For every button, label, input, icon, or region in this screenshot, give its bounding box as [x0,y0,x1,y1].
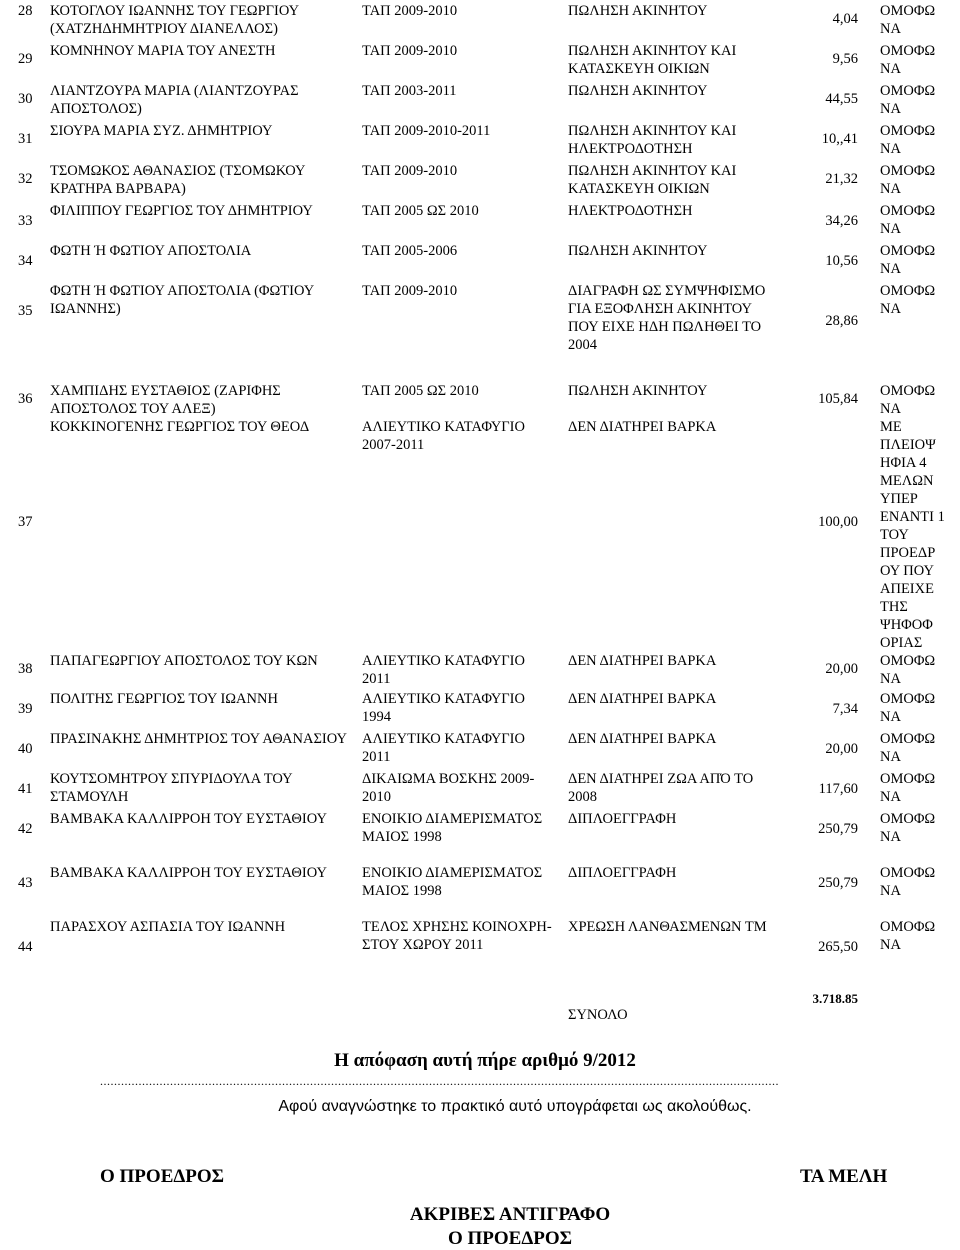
signature-president: Ο ΠΡΟΕΔΡΟΣ [100,1166,225,1187]
row-reason: ΔΕΝ ΔΙΑΤΗΡΕΙ ΒΑΡΚΑ [568,731,717,747]
row-status: ΟΜΟΦΩ ΝΑ [880,771,936,805]
row-name: ΒΑΜΒΑΚΑ ΚΑΛΛΙΡΡΟΗ ΤΟΥ ΕΥΣΤΑΘΙΟΥ [50,865,327,881]
row-name: ΤΣΟΜΩΚΟΣ ΑΘΑΝΑΣΙΟΣ (ΤΣΟΜΩΚΟΥ ΚΡΑΤΗΡΑ ΒΑΡΒΑΡΑ) [50,163,305,197]
row-amount: 250,79 [818,821,858,837]
row-number: 40 [18,741,33,757]
row-period: ΕΝΟΙΚΙΟ ΔΙΑΜΕΡΙΣΜΑΤΟΣ ΜΑΙΟΣ 1998 [362,865,543,899]
row-status: ΟΜΟΦΩ ΝΑ [880,691,936,725]
row-amount: 117,60 [818,781,858,797]
row-reason: ΔΙΑΓΡΑΦΗ ΩΣ ΣΥΜΨΗΦΙΣΜΟ ΓΙΑ ΕΞΟΦΛΗΣΗ ΑΚΙΝΗΤΟΥ ΠΟΥ ΕΙΧΕ ΗΔΗ ΠΩΛΗΘΕΙ ΤΟ 2004 [568,283,766,353]
row-name: ΠΑΠΑΓΕΩΡΓΙΟΥ ΑΠΟΣΤΟΛΟΣ ΤΟΥ ΚΩΝ [50,653,318,669]
true-copy-president: Ο ΠΡΟΕΔΡΟΣ [447,1228,573,1249]
row-status: ΟΜΟΦΩ ΝΑ [880,865,936,899]
row-status: ΟΜΟΦΩ ΝΑ [880,163,936,197]
row-name: ΣΙΟΥΡΑ ΜΑΡΙΑ ΣΥΖ. ΔΗΜΗΤΡΙΟΥ [50,123,273,139]
row-name: ΛΙΑΝΤΖΟΥΡΑ ΜΑΡΙΑ (ΛΙΑΝΤΖΟΥΡΑΣ ΑΠΟΣΤΟΛΟΣ) [50,83,299,117]
row-number: 36 [18,391,33,407]
row-status: ΟΜΟΦΩ ΝΑ [880,243,936,277]
row-reason: ΔΕΝ ΔΙΑΤΗΡΕΙ ΖΩΑ ΑΠΌ ΤΟ 2008 [568,771,754,805]
row-status: ΟΜΟΦΩ ΝΑ [880,919,936,953]
row-amount: 21,32 [825,171,858,187]
row-name: ΧΑΜΠΙΔΗΣ ΕΥΣΤΑΘΙΟΣ (ΖΑΡΙΦΗΣ ΑΠΟΣΤΟΛΟΣ ΤΟΥ ΑΛΕΞ) [50,383,281,417]
row-status: ΟΜΟΦΩ ΝΑ [880,811,936,845]
row-status: ΟΜΟΦΩ ΝΑ [880,203,936,237]
row-status: ΟΜΟΦΩ ΝΑ [880,43,936,77]
row-amount: 20,00 [825,661,858,677]
row-reason: ΗΛΕΚΤΡΟΔΟΤΗΣΗ [568,203,693,219]
row-reason: ΠΩΛΗΣΗ ΑΚΙΝΗΤΟΥ [568,3,708,19]
row-reason: ΧΡΕΩΣΗ ΛΑΝΘΑΣΜΕΝΩΝ ΤΜ [568,919,767,935]
row-name: ΠΟΛΙΤΗΣ ΓΕΩΡΓΙΟΣ ΤΟΥ ΙΩΑΝΝΗ [50,691,278,707]
row-name: ΠΑΡΑΣΧΟΥ ΑΣΠΑΣΙΑ ΤΟΥ ΙΩΑΝΝΗ [50,919,286,935]
signing-note: Αφού αναγνώστηκε το πρακτικό αυτό υπογράφεται ως ακολούθως. [278,1098,752,1115]
row-reason: ΠΩΛΗΣΗ ΑΚΙΝΗΤΟΥ ΚΑΙ ΚΑΤΑΣΚΕΥΗ ΟΙΚΙΩΝ [568,43,737,77]
signature-members: ΤΑ ΜΕΛΗ [800,1166,888,1187]
row-period: ΤΑΠ 2005-2006 [362,243,458,259]
row-name: ΦΩΤΗ Ή ΦΩΤΙΟΥ ΑΠΟΣΤΟΛΙΑ (ΦΩΤΙΟΥ ΙΩΑΝΝΗΣ) [50,283,314,317]
row-period: ΔΙΚΑΙΩΜΑ ΒΟΣΚΗΣ 2009-2010 [362,771,535,805]
row-status: ΟΜΟΦΩ ΝΑ [880,123,936,157]
row-status: ΟΜΟΦΩ ΝΑ [880,83,936,117]
row-period: ΕΝΟΙΚΙΟ ΔΙΑΜΕΡΙΣΜΑΤΟΣ ΜΑΙΟΣ 1998 [362,811,543,845]
row-number: 34 [18,253,33,269]
row-amount: 34,26 [825,213,858,229]
dotted-line: .................................................................................................................................................................................................. [100,1074,779,1088]
row-number: 39 [18,701,33,717]
row-amount: 7,34 [832,701,858,717]
row-amount: 9,56 [832,51,858,67]
row-status: ΟΜΟΦΩ ΝΑ [880,383,936,417]
row-reason: ΔΕΝ ΔΙΑΤΗΡΕΙ ΒΑΡΚΑ [568,419,717,435]
row-period: ΤΑΠ 2009-2010 [362,43,458,59]
row-period: ΑΛΙΕΥΤΙΚΟ ΚΑΤΑΦΥΓΙΟ 2011 [362,653,525,687]
row-amount: 20,00 [825,741,858,757]
row-name: ΦΙΛΙΠΠΟΥ ΓΕΩΡΓΙΟΣ ΤΟΥ ΔΗΜΗΤΡΙΟΥ [50,203,313,219]
row-period: ΑΛΙΕΥΤΙΚΟ ΚΑΤΑΦΥΓΙΟ 1994 [362,691,525,725]
row-number: 29 [18,51,33,67]
row-reason: ΠΩΛΗΣΗ ΑΚΙΝΗΤΟΥ ΚΑΙ ΚΑΤΑΣΚΕΥΗ ΟΙΚΙΩΝ [568,163,737,197]
row-amount: 28,86 [825,313,858,329]
row-amount: 265,50 [818,939,858,955]
row-period: ΤΑΠ 2003-2011 [362,83,457,99]
total-label: ΣΥΝΟΛΟ [568,1007,628,1023]
decision-number: Η απόφαση αυτή πήρε αριθμό 9/2012 [334,1050,636,1071]
row-name: ΠΡΑΣΙΝΑΚΗΣ ΔΗΜΗΤΡΙΟΣ ΤΟΥ ΑΘΑΝΑΣΙΟΥ [50,731,347,747]
row-amount: 100,00 [818,514,858,530]
row-name: ΚΟΜΝΗΝΟΥ ΜΑΡΙΑ ΤΟΥ ΑΝΕΣΤΗ [50,43,276,59]
row-status: ΟΜΟΦΩ ΝΑ [880,283,936,317]
row-reason: ΠΩΛΗΣΗ ΑΚΙΝΗΤΟΥ [568,243,708,259]
row-number: 32 [18,171,33,187]
row-status: ΟΜΟΦΩ ΝΑ [880,3,936,37]
row-number: 43 [18,875,33,891]
row-reason: ΠΩΛΗΣΗ ΑΚΙΝΗΤΟΥ [568,383,708,399]
row-period: ΤΑΠ 2009-2010 [362,163,458,179]
row-amount: 250,79 [818,875,858,891]
row-number: 28 [18,3,33,19]
row-period: ΤΑΠ 2009-2010-2011 [362,123,491,139]
true-copy-label: ΑΚΡΙΒΕΣ ΑΝΤΙΓΡΑΦΟ [409,1204,611,1225]
row-number: 38 [18,661,33,677]
row-number: 42 [18,821,33,837]
row-name: ΒΑΜΒΑΚΑ ΚΑΛΛΙΡΡΟΗ ΤΟΥ ΕΥΣΤΑΘΙΟΥ [50,811,327,827]
row-status: ΟΜΟΦΩ ΝΑ [880,731,936,765]
row-reason: ΔΕΝ ΔΙΑΤΗΡΕΙ ΒΑΡΚΑ [568,691,717,707]
row-reason: ΔΙΠΛΟΕΓΓΡΑΦΗ [568,865,677,881]
row-amount: 44,55 [825,91,858,107]
row-name: ΚΟΚΚΙΝΟΓΕΝΗΣ ΓΕΩΡΓΙΟΣ ΤΟΥ ΘΕΟΔ [50,419,310,435]
row-amount: 10,56 [825,253,858,269]
row-reason: ΔΙΠΛΟΕΓΓΡΑΦΗ [568,811,677,827]
row-status: ΜΕ ΠΛΕΙΟΨ ΗΦΙΑ 4 ΜΕΛΩΝ ΥΠΕΡ ΕΝΑΝΤΙ 1 ΤΟΥ ΠΡΟΕΔΡ ΟΥ ΠΟΥ ΑΠΕΙΧΕ ΤΗΣ ΨΗΦΟΦ ΟΡΙΑΣ [880,419,945,651]
row-number: 33 [18,213,33,229]
row-name: ΚΟΤΟΓΛΟΥ ΙΩΑΝΝΗΣ ΤΟΥ ΓΕΩΡΓΙΟΥ (ΧΑΤΖΗΔΗΜΗΤΡΙΟΥ ΔΙΑΝΕΛΛΟΣ) [50,3,299,37]
row-amount: 105,84 [818,391,858,407]
row-number: 44 [18,939,33,955]
total-value: 3.718.85 [812,991,858,1006]
row-number: 41 [18,781,33,797]
row-period: ΤΑΠ 2005 ΩΣ 2010 [362,203,479,219]
row-period: ΤΑΠ 2009-2010 [362,3,458,19]
row-reason: ΠΩΛΗΣΗ ΑΚΙΝΗΤΟΥ [568,83,708,99]
row-period: ΑΛΙΕΥΤΙΚΟ ΚΑΤΑΦΥΓΙΟ 2011 [362,731,525,765]
row-name: ΚΟΥΤΣΟΜΗΤΡΟΥ ΣΠΥΡΙΔΟΥΛΑ ΤΟΥ ΣΤΑΜΟΥΛΗ [50,771,293,805]
row-period: ΤΑΠ 2005 ΩΣ 2010 [362,383,479,399]
row-number: 37 [18,514,33,530]
row-number: 35 [18,303,33,319]
row-period: ΤΕΛΟΣ ΧΡΗΣΗΣ ΚΟΙΝΟΧΡΗ-ΣΤΟΥ ΧΩΡΟΥ 2011 [362,919,552,953]
row-number: 31 [18,131,33,147]
row-period: ΤΑΠ 2009-2010 [362,283,458,299]
row-number: 30 [18,91,33,107]
row-amount: 10,,41 [821,131,858,147]
row-reason: ΔΕΝ ΔΙΑΤΗΡΕΙ ΒΑΡΚΑ [568,653,717,669]
row-reason: ΠΩΛΗΣΗ ΑΚΙΝΗΤΟΥ ΚΑΙ ΗΛΕΚΤΡΟΔΟΤΗΣΗ [568,123,737,157]
row-amount: 4,04 [832,11,858,27]
row-name: ΦΩΤΗ Ή ΦΩΤΙΟΥ ΑΠΟΣΤΟΛΙΑ [50,243,252,259]
row-status: ΟΜΟΦΩ ΝΑ [880,653,936,687]
row-period: ΑΛΙΕΥΤΙΚΟ ΚΑΤΑΦΥΓΙΟ 2007-2011 [362,419,525,453]
